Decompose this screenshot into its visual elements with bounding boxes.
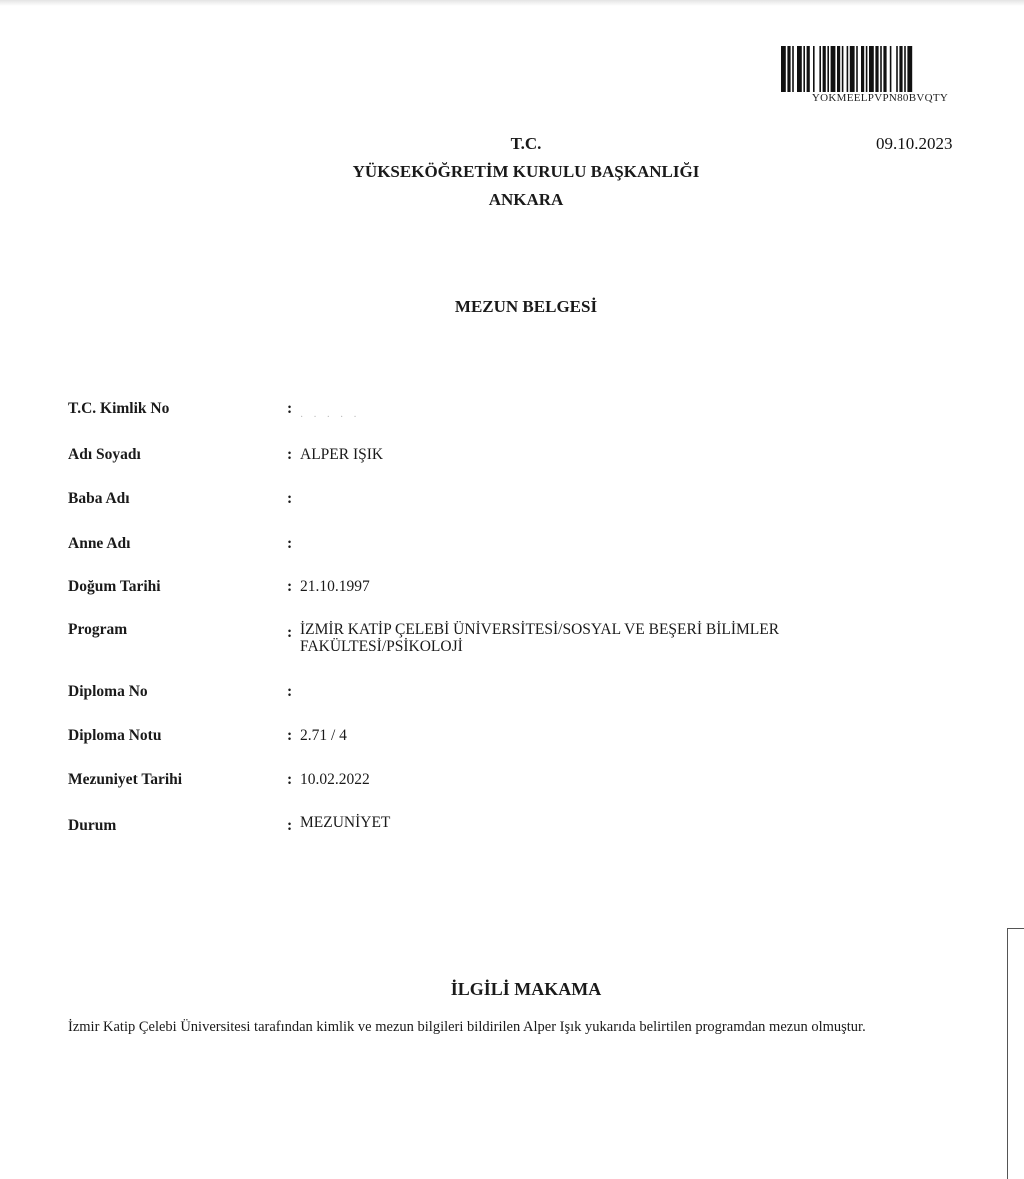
- field-value-durum: MEZUNİYET: [300, 814, 391, 831]
- header-line-city: ANKARA: [488, 190, 564, 209]
- program-line-1: İZMİR KATİP ÇELEBİ ÜNİVERSİTESİ/SOSYAL VE BEŞERİ BİLİMLER: [300, 621, 780, 638]
- field-label-mezuniyet-tarihi: Mezuniyet Tarihi: [68, 771, 183, 788]
- header-line-institution: YÜKSEKÖĞRETİM KURULU BAŞKANLIĞI: [352, 162, 700, 181]
- field-value-dogum-tarihi: 21.10.1997: [300, 578, 370, 595]
- field-value-mezuniyet-tarihi: 10.02.2022: [300, 771, 370, 788]
- field-label-baba-adi: Baba Adı: [68, 490, 130, 507]
- field-separator: :: [287, 400, 293, 417]
- addressee-title: İLGİLİ MAKAMA: [450, 979, 602, 999]
- masked-id-redaction: ·····: [300, 412, 367, 423]
- field-label-durum: Durum: [68, 817, 117, 834]
- field-label-program: Program: [68, 621, 128, 638]
- field-value-adi-soyadi: ALPER IŞIK: [300, 446, 384, 463]
- header-line-tc: T.C.: [510, 134, 542, 153]
- field-value-diploma-notu: 2.71 / 4: [300, 727, 347, 744]
- barcode-image: [780, 46, 980, 92]
- field-separator: :: [287, 446, 293, 463]
- right-edge-frame: [1007, 928, 1024, 1179]
- field-separator: :: [287, 817, 293, 834]
- program-line-2: FAKÜLTESİ/PSİKOLOJİ: [300, 638, 463, 655]
- document-title: MEZUN BELGESİ: [454, 297, 598, 316]
- institution-header: [200, 130, 852, 214]
- field-separator: :: [287, 624, 293, 641]
- field-value-program: [300, 621, 900, 655]
- field-separator: :: [287, 578, 293, 595]
- addressee-paragraph: İzmir Katip Çelebi Üniversitesi tarafından kimlik ve mezun bilgileri bildirilen Alper Işık yukarıda belirtilen programdan mezun olmuştur.: [68, 1019, 866, 1035]
- field-label-tc-kimlik: T.C. Kimlik No: [68, 400, 170, 417]
- field-separator: :: [287, 490, 293, 507]
- field-label-anne-adi: Anne Adı: [68, 535, 131, 552]
- field-label-adi-soyadi: Adı Soyadı: [68, 446, 141, 463]
- field-label-diploma-no: Diploma No: [68, 683, 148, 700]
- field-separator: :: [287, 683, 293, 700]
- page-top-shadow: [0, 0, 1024, 6]
- field-label-dogum-tarihi: Doğum Tarihi: [68, 578, 161, 595]
- barcode-code: YOKMEELPVPN80BVQTY: [811, 92, 949, 104]
- field-separator: :: [287, 535, 293, 552]
- field-separator: :: [287, 771, 293, 788]
- field-separator: :: [287, 727, 293, 744]
- field-label-diploma-notu: Diploma Notu: [68, 727, 162, 744]
- document-date: 09.10.2023: [876, 134, 953, 153]
